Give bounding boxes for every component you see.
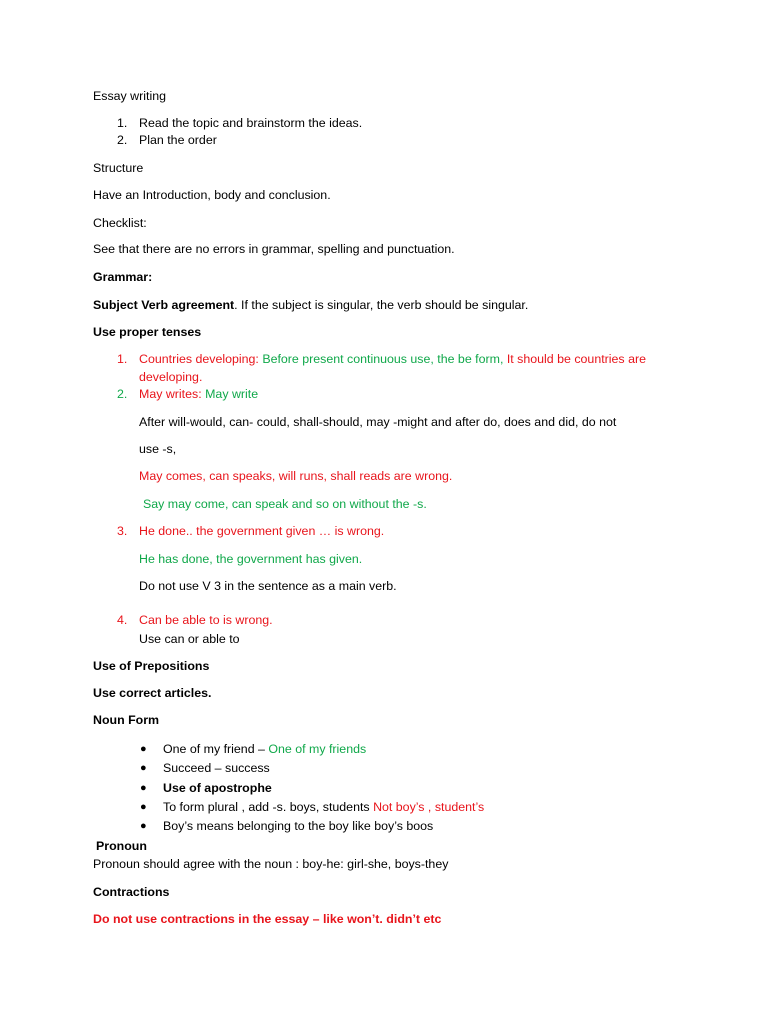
item-2-rule-line1: After will-would, can- could, shall-should, may -might and after do, does and did, do not: [139, 415, 617, 429]
item-1-wrong: Countries developing:: [139, 352, 259, 366]
item-2-right-examples: Say may come, can speak and so on without the -s.: [143, 497, 427, 511]
bullet-4-wrong: Not boy’s , student’s: [373, 800, 485, 814]
item-3-wrong: He done.. the government given … is wrong.: [139, 524, 385, 538]
bullet-icon: ●: [140, 782, 147, 794]
item-2-wrong: May writes:: [139, 387, 202, 401]
item-2-rule-line2: use -s,: [139, 442, 177, 456]
tenses-heading: Use proper tenses: [93, 325, 202, 339]
sva-line: [93, 297, 528, 313]
item-2-line: [139, 386, 258, 402]
item-2-wrong-examples: May comes, can speaks, will runs, shall reads are wrong.: [139, 469, 453, 483]
structure-heading: Structure: [93, 161, 144, 175]
item-1-number: 1.: [117, 352, 128, 366]
sva-bold: Subject Verb agreement: [93, 298, 235, 312]
prepositions-heading: Use of Prepositions: [93, 659, 210, 673]
grammar-heading: Grammar:: [93, 270, 153, 284]
pronoun-text: Pronoun should agree with the noun : boy-he: girl-she, boys-they: [93, 857, 449, 871]
bullet-1: [163, 741, 366, 757]
checklist-text: See that there are no errors in grammar, spelling and punctuation.: [93, 242, 455, 256]
bullet-5: Boy’s means belonging to the boy like boy’s boos: [163, 819, 434, 833]
articles-heading: Use correct articles.: [93, 686, 212, 700]
item-4-wrong: Can be able to is wrong.: [139, 613, 273, 627]
bullet-1-fix: One of my friends: [268, 742, 367, 756]
item-3-number: 3.: [117, 524, 128, 538]
item-1-note-cont: developing.: [139, 370, 203, 384]
doc-title: Essay writing: [93, 89, 166, 103]
step-number-1: 1.: [117, 116, 128, 130]
item-3-fix: He has done, the government has given.: [139, 552, 363, 566]
item-1-line: [139, 351, 646, 367]
item-2-number: 2.: [117, 387, 128, 401]
step-1: Read the topic and brainstorm the ideas.: [139, 116, 363, 130]
bullet-1-text: One of my friend –: [163, 742, 265, 756]
bullet-4-text: To form plural , add -s. boys, students: [163, 800, 370, 814]
item-3-rule: Do not use V 3 in the sentence as a main verb.: [139, 579, 397, 593]
step-number-2: 2.: [117, 133, 128, 147]
item-4-rule: Use can or able to: [139, 632, 240, 646]
step-2: Plan the order: [139, 133, 217, 147]
bullet-icon: ●: [140, 801, 147, 813]
item-1-note: It should be countries are: [506, 352, 646, 366]
sva-rest: . If the subject is singular, the verb should be singular.: [234, 298, 529, 312]
item-4-number: 4.: [117, 613, 128, 627]
structure-text: Have an Introduction, body and conclusion.: [93, 188, 331, 202]
checklist-heading: Checklist:: [93, 216, 147, 230]
item-2-fix: May write: [205, 387, 259, 401]
contractions-heading: Contractions: [93, 885, 170, 899]
bullet-4: [163, 799, 484, 815]
noun-form-heading: Noun Form: [93, 713, 160, 727]
pronoun-heading: Pronoun: [96, 839, 147, 853]
bullet-icon: ●: [140, 820, 147, 832]
bullet-2: Succeed – success: [163, 761, 270, 775]
item-1-fix: Before present continuous use, the be form,: [262, 352, 504, 366]
bullet-3: Use of apostrophe: [163, 781, 272, 795]
contractions-text: Do not use contractions in the essay – like won’t. didn’t etc: [93, 912, 442, 926]
bullet-icon: ●: [140, 743, 147, 755]
bullet-icon: ●: [140, 762, 147, 774]
